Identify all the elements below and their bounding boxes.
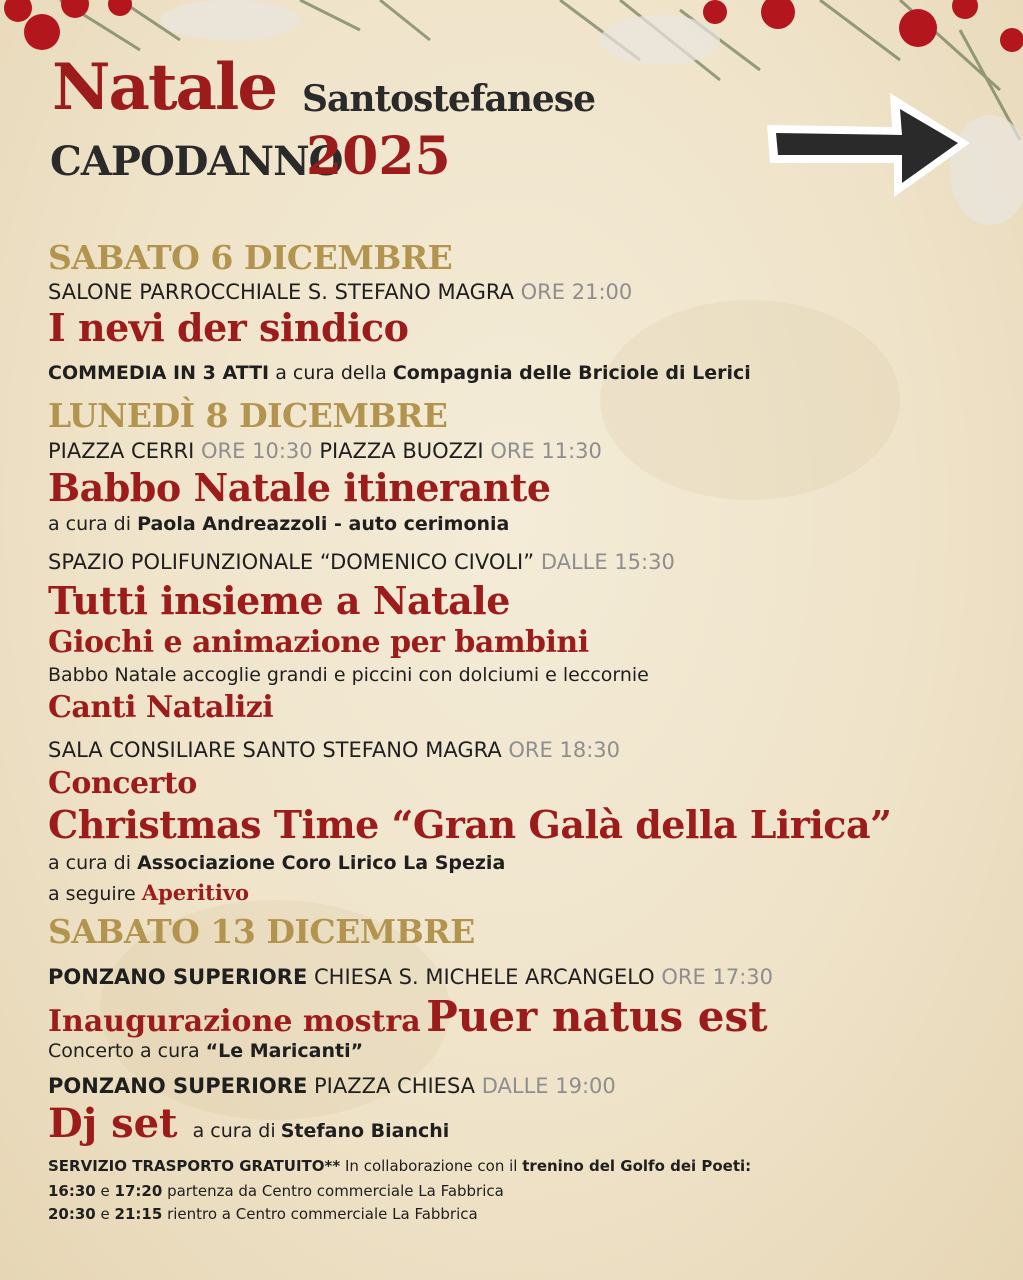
desc-strong: COMMEDIA IN 3 ATTI	[48, 362, 270, 384]
desc-strong: Associazione Coro Lirico La Spezia	[137, 852, 506, 874]
desc-strong: Paola Andreazzoli - auto cerimonia	[137, 513, 510, 535]
event-description	[48, 852, 505, 874]
event-description	[48, 1040, 363, 1062]
event-location	[48, 738, 620, 762]
title-part: Puer natus est	[426, 992, 768, 1041]
transport-line	[48, 1205, 478, 1223]
event-location	[48, 1074, 616, 1098]
desc-strong: Stefano Bianchi	[280, 1120, 450, 1142]
transport-text: e	[100, 1182, 110, 1200]
desc-text: a cura di	[48, 513, 132, 535]
title-capodanno: CAPODANNO	[50, 138, 343, 185]
desc-strong: Compagnia delle Briciole di Lerici	[392, 362, 751, 384]
transport-time: 16:30	[48, 1182, 96, 1200]
event-description	[48, 513, 509, 535]
event-title-row	[48, 1100, 449, 1147]
title-part: Inaugurazione mostra	[48, 1004, 421, 1039]
desc-text: a cura di	[192, 1120, 276, 1142]
transport-text: partenza da Centro commerciale La Fabbrica	[167, 1182, 504, 1200]
location-text: PIAZZA CHIESA	[314, 1074, 476, 1098]
title-year: 2025	[306, 126, 451, 187]
event-date: SABATO 6 DICEMBRE	[48, 238, 453, 277]
desc-text: Concerto a cura	[48, 1040, 200, 1062]
event-location	[48, 439, 602, 463]
event-title	[48, 992, 768, 1041]
location-text: SALONE PARROCCHIALE S. STEFANO MAGRA	[48, 280, 514, 304]
location-strong: PONZANO SUPERIORE	[48, 965, 308, 989]
transport-label: SERVIZIO TRASPORTO GRATUITO**	[48, 1157, 341, 1175]
event-title: Dj set	[48, 1100, 178, 1147]
desc-text: a seguire	[48, 883, 136, 905]
event-subtitle: Concerto	[48, 766, 197, 801]
transport-info	[48, 1157, 751, 1175]
event-time: DALLE 19:00	[481, 1074, 616, 1098]
location-text: PIAZZA BUOZZI	[319, 439, 484, 463]
transport-time: 20:30	[48, 1205, 96, 1223]
event-date: SABATO 13 DICEMBRE	[48, 912, 475, 951]
event-description	[48, 362, 751, 384]
event-description: Babbo Natale accoglie grandi e piccini con dolciumi e leccornie	[48, 664, 649, 686]
event-time: ORE 21:00	[520, 280, 633, 304]
event-location	[48, 280, 632, 304]
event-subtitle: Giochi e animazione per bambini	[48, 625, 589, 660]
event-subtitle: Canti Natalizi	[48, 690, 274, 725]
event-title: Christmas Time “Gran Galà della Lirica”	[48, 802, 892, 847]
event-time: ORE 10:30	[201, 439, 313, 463]
event-time: DALLE 15:30	[540, 550, 675, 574]
location-text: CHIESA S. MICHELE ARCANGELO	[314, 965, 655, 989]
paper-stain	[600, 300, 900, 500]
right-arrow-icon[interactable]	[762, 85, 974, 205]
event-time: ORE 17:30	[661, 965, 773, 989]
title-natale: Natale	[52, 50, 277, 125]
location-text: SALA CONSILIARE SANTO STEFANO MAGRA	[48, 738, 502, 762]
desc-highlight: Aperitivo	[141, 880, 250, 905]
transport-text: e	[100, 1205, 110, 1223]
event-date: LUNEDÌ 8 DICEMBRE	[48, 396, 448, 435]
event-location	[48, 550, 675, 574]
transport-time: 17:20	[114, 1182, 163, 1200]
transport-text: In collaborazione con il	[345, 1157, 518, 1175]
transport-line	[48, 1182, 504, 1200]
desc-text: a cura della	[275, 362, 387, 384]
event-time: ORE 11:30	[490, 439, 602, 463]
event-title: Tutti insieme a Natale	[48, 578, 510, 623]
event-title: I nevi der sindico	[48, 305, 409, 350]
transport-time: 21:15	[114, 1205, 163, 1223]
location-strong: PONZANO SUPERIORE	[48, 1074, 308, 1098]
location-text: SPAZIO POLIFUNZIONALE “DOMENICO CIVOLI”	[48, 550, 535, 574]
event-title: Babbo Natale itinerante	[48, 465, 551, 510]
transport-text-strong: trenino del Golfo dei Poeti:	[522, 1157, 752, 1175]
event-location	[48, 965, 773, 989]
event-description	[48, 880, 249, 905]
event-time: ORE 18:30	[508, 738, 620, 762]
location-text: PIAZZA CERRI	[48, 439, 195, 463]
desc-text: a cura di	[48, 852, 132, 874]
desc-strong: “Le Maricanti”	[205, 1040, 364, 1062]
transport-text: rientro a Centro commerciale La Fabbrica	[167, 1205, 478, 1223]
title-santostefanese: Santostefanese	[302, 78, 596, 120]
